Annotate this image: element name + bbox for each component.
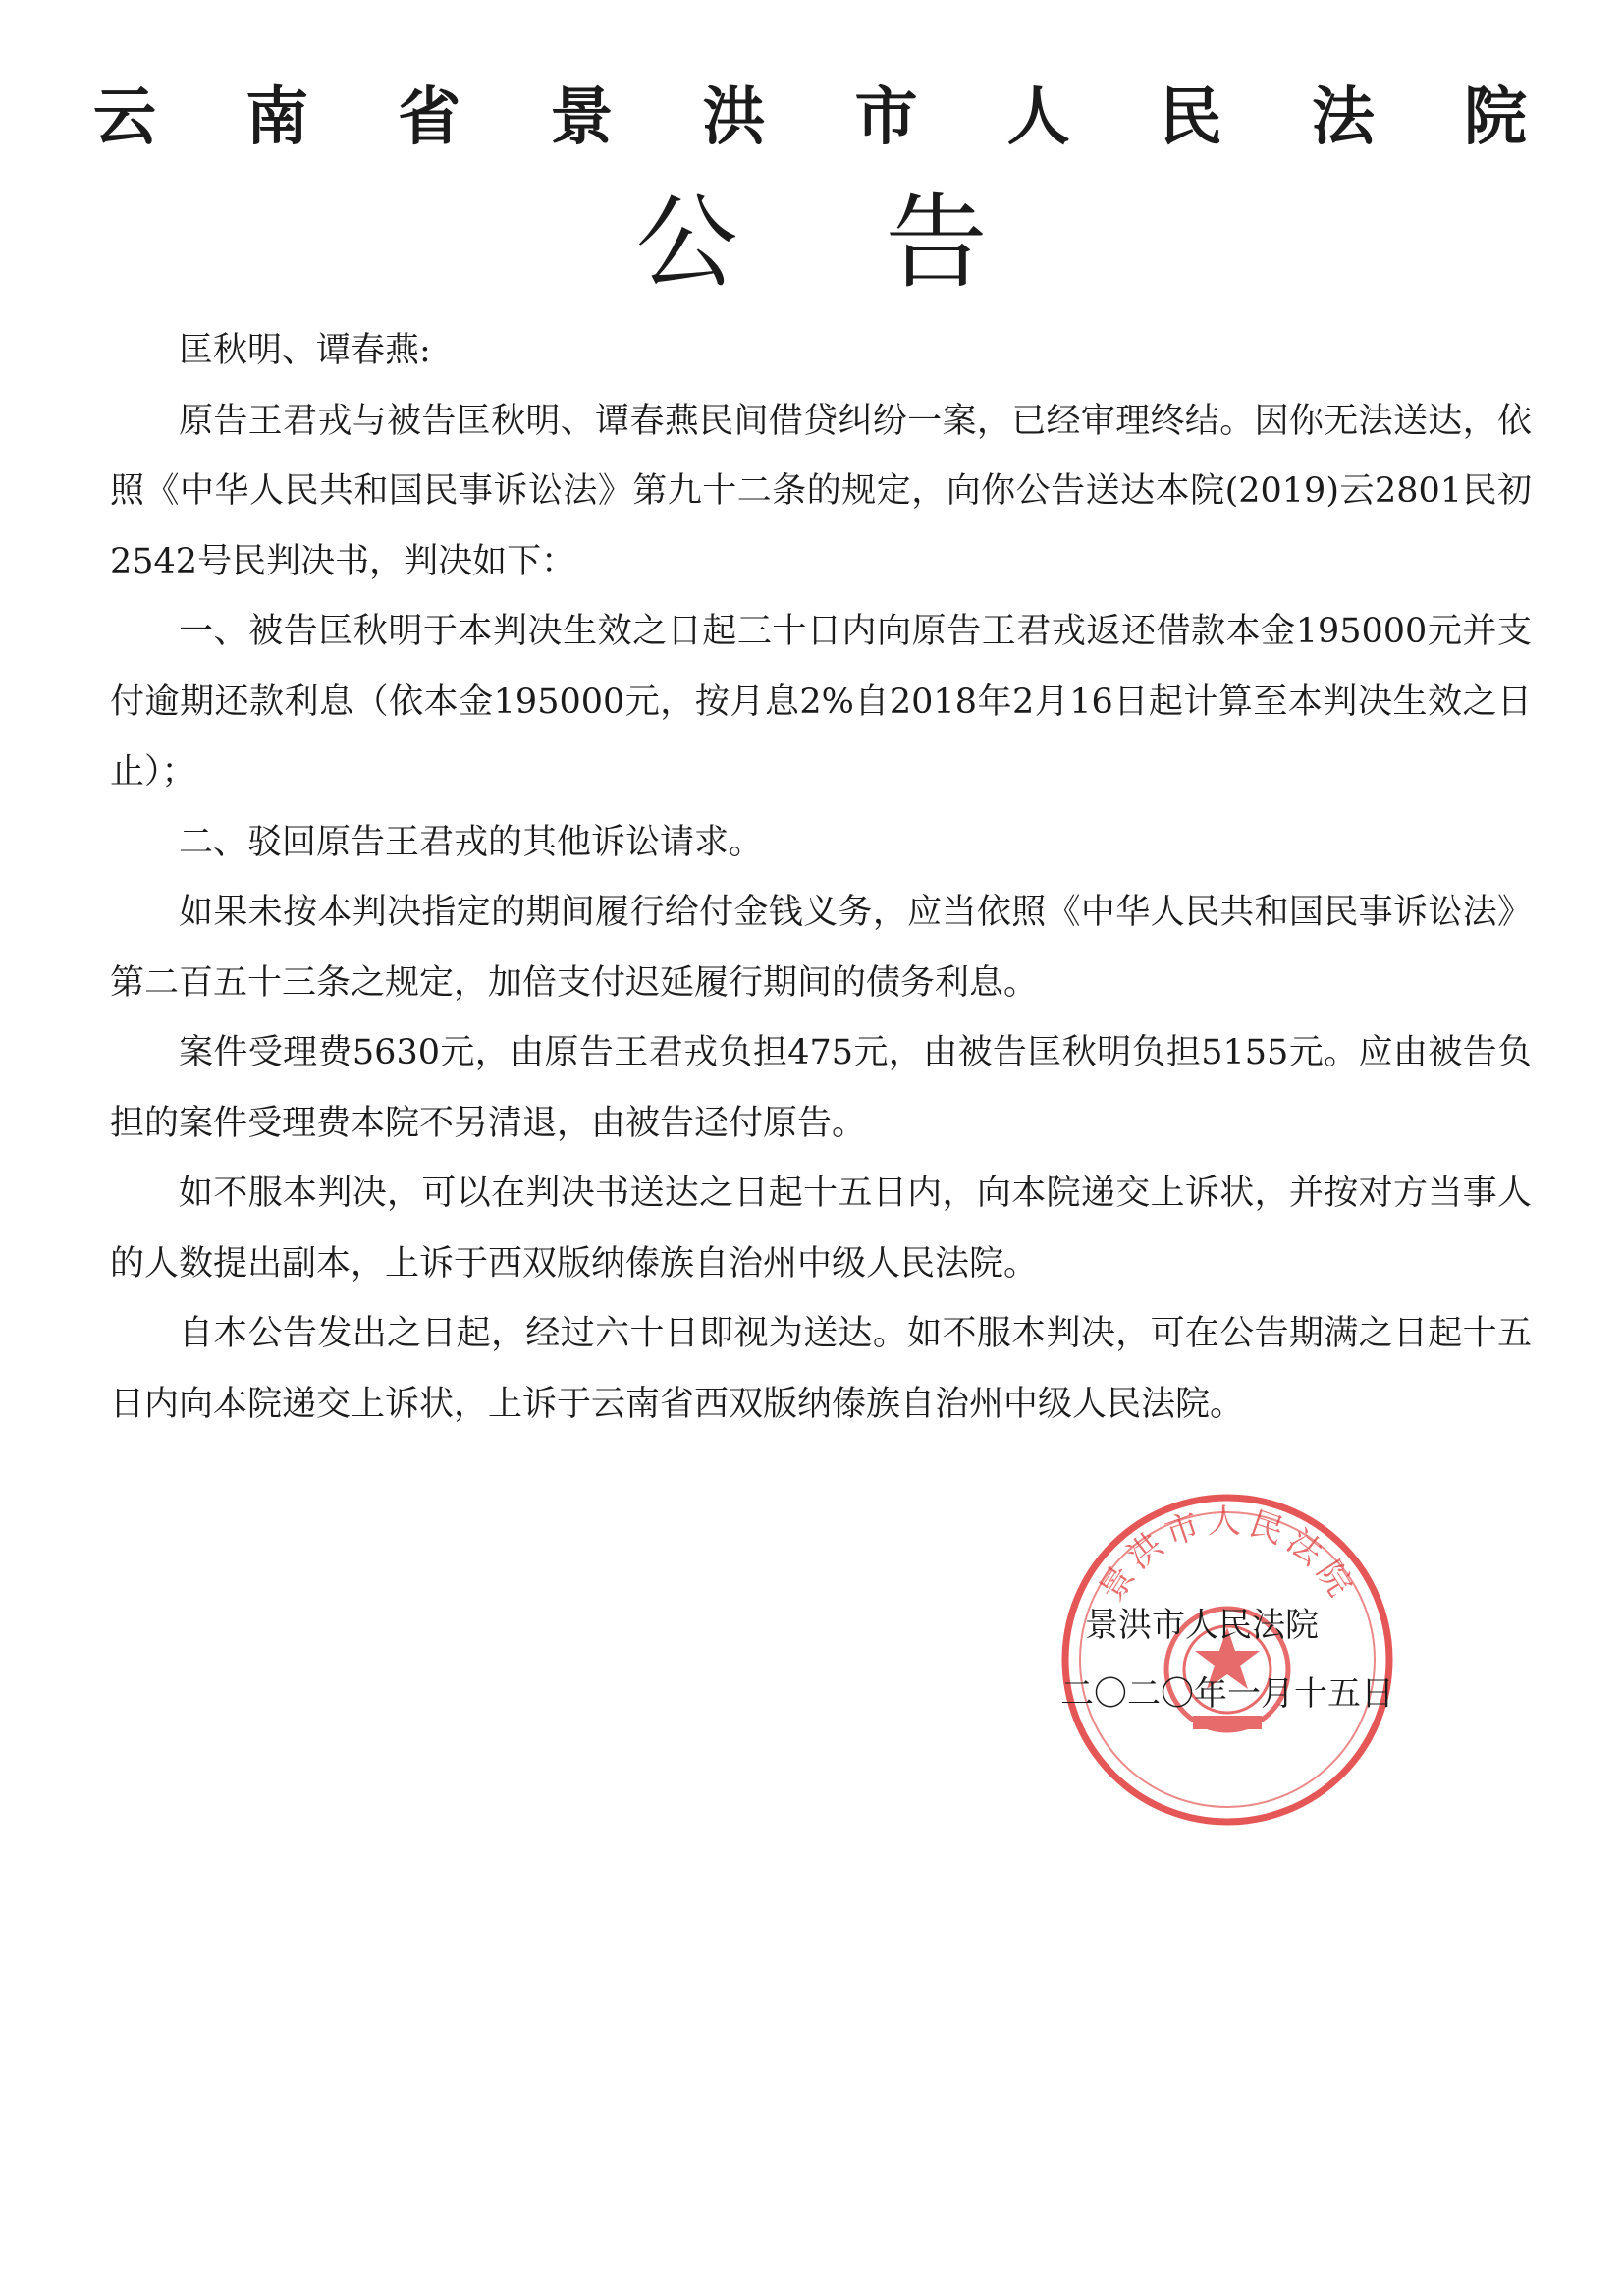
paragraph: 原告王君戎与被告匡秋明、谭春燕民间借贷纠纷一案，已经审理终结。因你无法送达，依照《中华人民共和国民事诉讼法》第九十二条的规定，向你公告送达本院(2019)云2801民初2542号民判决书，判决如下： — [110, 401, 1532, 581]
document-title: 公告 — [635, 183, 1135, 302]
paragraph: 如果未按本判决指定的期间履行给付金钱义务，应当依照《中华人民共和国民事诉讼法》第二百五十三条之规定，加倍支付迟延履行期间的债务利息。 — [110, 893, 1532, 1003]
signing-organization: 景洪市人民法院 — [1085, 1606, 1319, 1645]
seal-text: 景洪市人民法院 — [1092, 1502, 1363, 1609]
addressee: 匡秋明、谭春燕: — [179, 331, 431, 370]
court-name-char: 南 — [245, 81, 309, 154]
court-name-char: 民 — [1159, 81, 1222, 154]
signing-date: 二〇二〇年一月十五日 — [1060, 1674, 1394, 1714]
paragraph: 案件受理费5630元，由原告王君戎负担475元，由被告匡秋明负担5155元。应由被告负担的案件受理费本院不另清退，由被告迳付原告。 — [110, 1033, 1532, 1143]
court-name-char: 省 — [398, 81, 461, 154]
paragraph: 如不服本判决，可以在判决书送达之日起十五日内，向本院递交上诉状，并按对方当事人的人数提出副本，上诉于西双版纳傣族自治州中级人民法院。 — [110, 1174, 1532, 1284]
court-name-char: 院 — [1463, 81, 1527, 154]
notice-body — [110, 316, 1532, 1440]
court-name-char: 市 — [854, 81, 918, 154]
signature-block — [1060, 1591, 1473, 1728]
court-name-heading — [93, 81, 1527, 154]
paragraph: 自本公告发出之日起，经过六十日即视为送达。如不服本判决，可在公告期满之日起十五日内向本院递交上诉状，上诉于云南省西双版纳傣族自治州中级人民法院。 — [110, 1314, 1532, 1424]
court-name-char: 洪 — [702, 81, 766, 154]
court-name-char: 人 — [1006, 81, 1070, 154]
paragraph: 二、驳回原告王君戎的其他诉讼请求。 — [179, 822, 764, 862]
court-name-char: 景 — [550, 81, 614, 154]
paragraph: 一、被告匡秋明于本判决生效之日起三十日内向原告王君戎返还借款本金195000元并支付逾期还款利息（依本金195000元，按月息2%自2018年2月16日起计算至本判决生效之日止）； — [110, 612, 1532, 792]
court-name-char: 法 — [1311, 81, 1375, 154]
court-name-char: 云 — [93, 81, 156, 154]
